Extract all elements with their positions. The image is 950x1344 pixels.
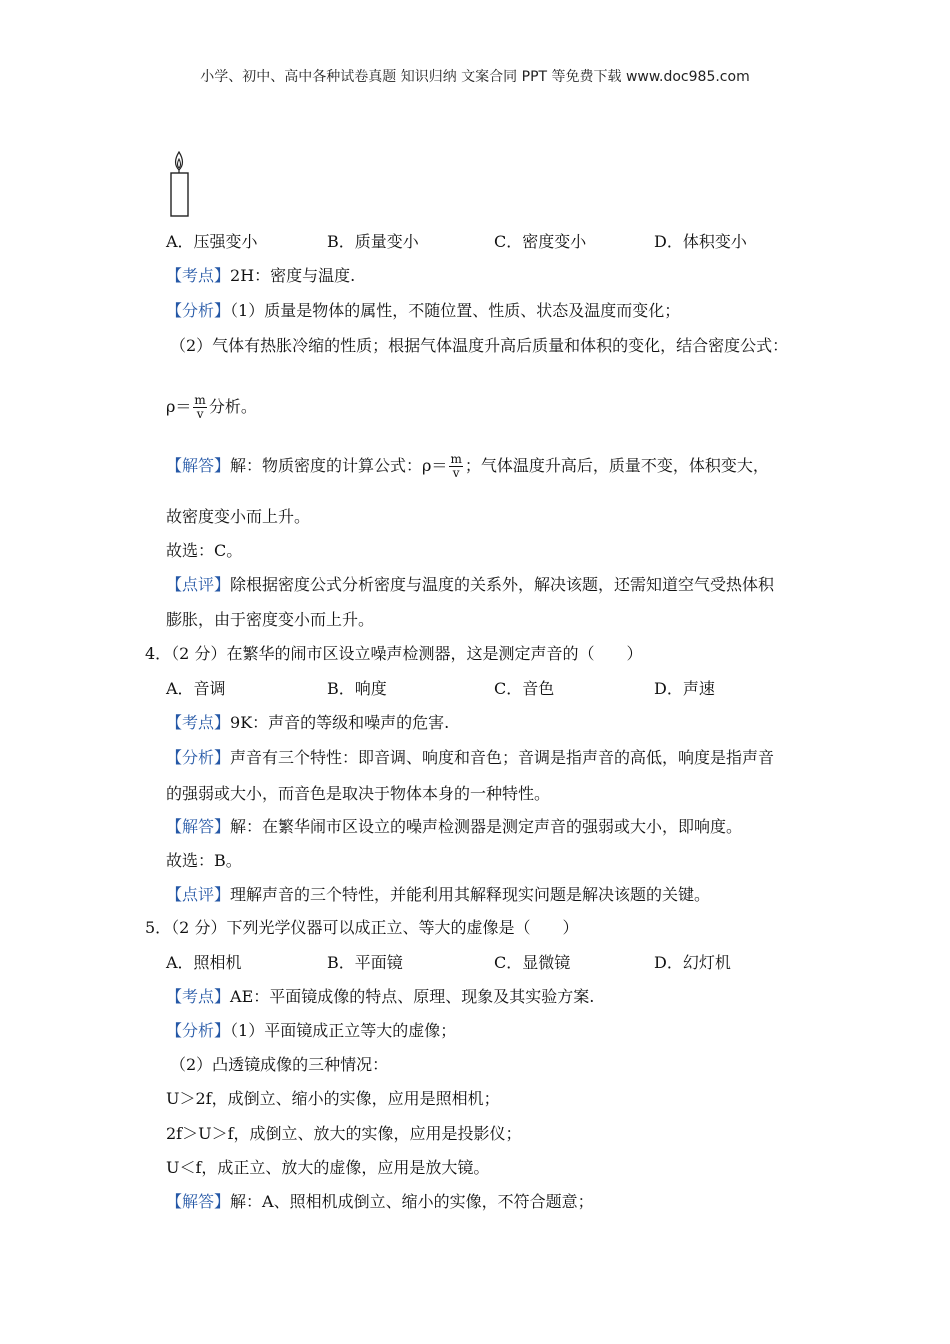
q3-option-b: B．质量变小 bbox=[327, 232, 419, 251]
fraction-numerator: m bbox=[194, 393, 206, 407]
q5-fenxi-4: 2f＞U＞f，成倒立、放大的实像，应用是投影仪； bbox=[166, 1124, 522, 1143]
candle-body bbox=[171, 173, 188, 216]
q4-dianping bbox=[166, 885, 710, 905]
jieda-text-pre: 解：物质密度的计算公式：ρ＝ bbox=[230, 456, 448, 475]
q5-fenxi-3: U＞2f，成倒立、缩小的实像，应用是照相机； bbox=[166, 1089, 500, 1108]
q5-fenxi-1 bbox=[166, 1021, 456, 1041]
q3-kaodian bbox=[166, 266, 355, 286]
fenxi-text: 声音有三个特性：即音调、响度和音色；音调是指声音的高低，响度是指声音 bbox=[230, 748, 775, 767]
kaodian-text: 2H：密度与温度. bbox=[230, 266, 356, 285]
fenxi-text: （1）质量是物体的属性，不随位置、性质、状态及温度而变化； bbox=[230, 301, 681, 320]
q5-fenxi-5: U＜f，成正立、放大的虚像，应用是放大镜。 bbox=[166, 1158, 490, 1177]
q4-answer: 故选：B。 bbox=[166, 851, 242, 870]
q4-option-a: A．音调 bbox=[166, 679, 226, 698]
density-fraction bbox=[193, 394, 206, 421]
fenxi-tag: 【分析】 bbox=[166, 1021, 231, 1040]
q3-option-c: C．密度变小 bbox=[494, 232, 587, 251]
jieda-text: 解：在繁华闹市区设立的噪声检测器是测定声音的强弱或大小，即响度。 bbox=[230, 817, 743, 836]
dianping-tag: 【点评】 bbox=[166, 575, 231, 594]
dianping-text: 理解声音的三个特性，并能利用其解释现实问题是解决该题的关键。 bbox=[230, 885, 711, 904]
q5-option-a: A．照相机 bbox=[166, 953, 242, 972]
dianping-tag: 【点评】 bbox=[166, 885, 231, 904]
candle-flame-inner bbox=[178, 159, 181, 168]
fenxi-tag: 【分析】 bbox=[166, 301, 231, 320]
density-fraction bbox=[449, 453, 462, 480]
jieda-tag: 【解答】 bbox=[166, 1192, 231, 1211]
kaodian-text: AE：平面镜成像的特点、原理、现象及其实验方案. bbox=[230, 987, 595, 1006]
q4-fenxi-2: 的强弱或大小，而音色是取决于物体本身的一种特性。 bbox=[166, 784, 551, 803]
q3-option-d: D．体积变小 bbox=[654, 232, 747, 251]
q4-kaodian bbox=[166, 713, 449, 733]
fenxi-tail: 分析。 bbox=[208, 397, 257, 416]
q5-option-c: C．显微镜 bbox=[494, 953, 571, 972]
q4-fenxi-1 bbox=[166, 748, 774, 768]
q3-jieda-2: 故密度变小而上升。 bbox=[166, 507, 311, 526]
q5-stem: 5．（2 分）下列光学仪器可以成正立、等大的虚像是（ ） bbox=[145, 918, 579, 937]
q5-jieda bbox=[166, 1192, 594, 1212]
q4-stem: 4．（2 分）在繁华的闹市区设立噪声检测器，这是测定声音的（ ） bbox=[145, 644, 643, 663]
q4-option-b: B．响度 bbox=[327, 679, 387, 698]
q5-fenxi-2: （2）凸透镜成像的三种情况： bbox=[170, 1055, 389, 1074]
fraction-denominator: v bbox=[196, 407, 204, 421]
q3-fenxi-2: （2）气体有热胀冷缩的性质；根据气体温度升高后质量和体积的变化，结合密度公式： bbox=[170, 336, 789, 355]
q3-fenxi-formula bbox=[166, 392, 257, 422]
jieda-text: 解：A、照相机成倒立、缩小的实像，不符合题意； bbox=[230, 1192, 594, 1211]
fenxi-text: （1）平面镜成正立等大的虚像； bbox=[230, 1021, 457, 1040]
fraction-denominator: v bbox=[452, 466, 460, 480]
q3-dianping-1 bbox=[166, 575, 774, 595]
candle-figure bbox=[166, 150, 196, 220]
q3-fenxi-1 bbox=[166, 301, 680, 321]
jieda-tag: 【解答】 bbox=[166, 817, 231, 836]
kaodian-tag: 【考点】 bbox=[166, 266, 231, 285]
dianping-text: 除根据密度公式分析密度与温度的关系外，解决该题，还需知道空气受热体积 bbox=[230, 575, 775, 594]
fraction-numerator: m bbox=[450, 452, 462, 466]
q5-option-d: D．幻灯机 bbox=[654, 953, 731, 972]
q3-answer: 故选：C。 bbox=[166, 541, 243, 560]
q5-kaodian bbox=[166, 987, 594, 1007]
jieda-text-post: ；气体温度升高后，质量不变，体积变大， bbox=[464, 456, 769, 475]
fenxi-tag: 【分析】 bbox=[166, 748, 231, 767]
q5-option-b: B．平面镜 bbox=[327, 953, 403, 972]
q3-dianping-2: 膨胀，由于密度变小而上升。 bbox=[166, 610, 375, 629]
q4-jieda bbox=[166, 817, 742, 837]
q3-option-a: A．压强变小 bbox=[166, 232, 258, 251]
kaodian-tag: 【考点】 bbox=[166, 987, 231, 1006]
q4-option-c: C．音色 bbox=[494, 679, 555, 698]
page-header: 小学、初中、高中各种试卷真题 知识归纳 文案合同 PPT 等免费下载 www.doc985.com bbox=[200, 69, 750, 85]
kaodian-tag: 【考点】 bbox=[166, 713, 231, 732]
jieda-tag: 【解答】 bbox=[166, 456, 231, 475]
kaodian-text: 9K：声音的等级和噪声的危害. bbox=[230, 713, 450, 732]
rho-symbol: ρ＝ bbox=[166, 397, 192, 416]
q4-option-d: D．声速 bbox=[654, 679, 715, 698]
q3-jieda-1 bbox=[166, 451, 769, 481]
